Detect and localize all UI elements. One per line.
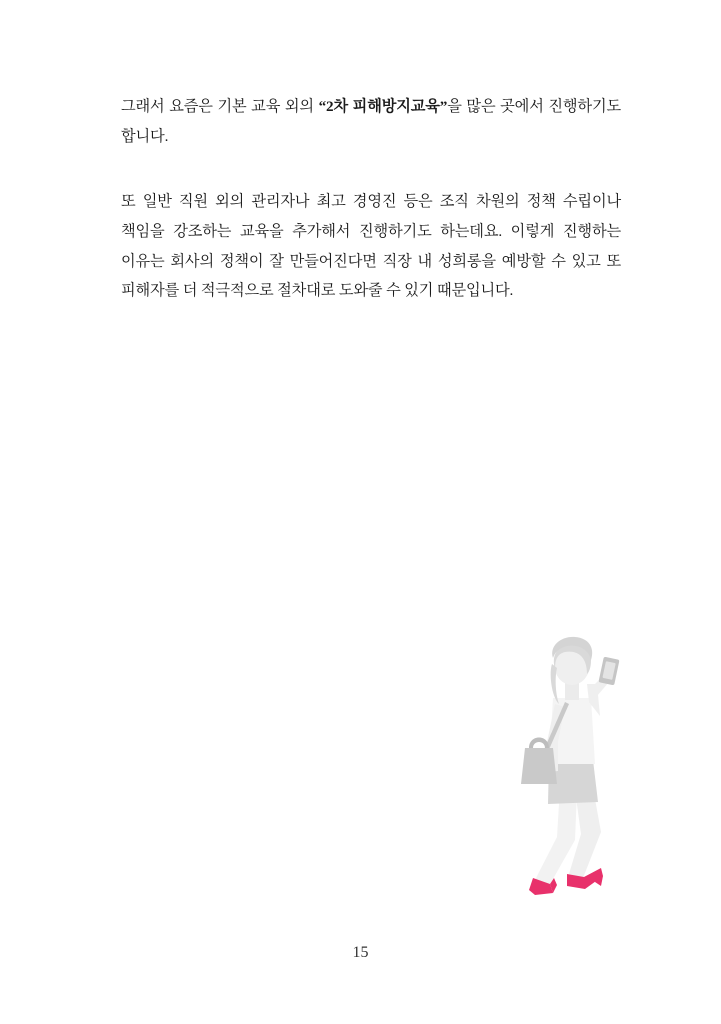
- paragraph-1-segment-1: 그래서 요즘은 기본 교육 외의: [121, 98, 319, 115]
- paragraph-2: [121, 187, 621, 306]
- paragraph-1-segment-3: 을 많은 곳에서 진행하기도 합니다.: [121, 98, 621, 145]
- body-text: [121, 92, 621, 306]
- paragraph-1-segment-2-bold: “2차 피해방지교육”: [318, 98, 448, 115]
- woman-walking-with-smartphone-illustration: [505, 612, 635, 912]
- page-number: 15: [352, 944, 369, 961]
- paragraph-2-segment-1: 또 일반 직원 외의 관리자나 최고 경영진 등은 조직 차원의 정책 수립이나 책임을 강조하는 교육을 추가해서 진행하기도 하는데요. 이렇게 진행하는 이유는 회사의 정책이 잘 만들어진다면 직장 내 성희롱을 예방할 수 있고 또 피해자를 더 적극적으로 절차대로 도와줄 수 있기 때문입니다.: [121, 193, 621, 300]
- paragraph-1: [121, 92, 621, 151]
